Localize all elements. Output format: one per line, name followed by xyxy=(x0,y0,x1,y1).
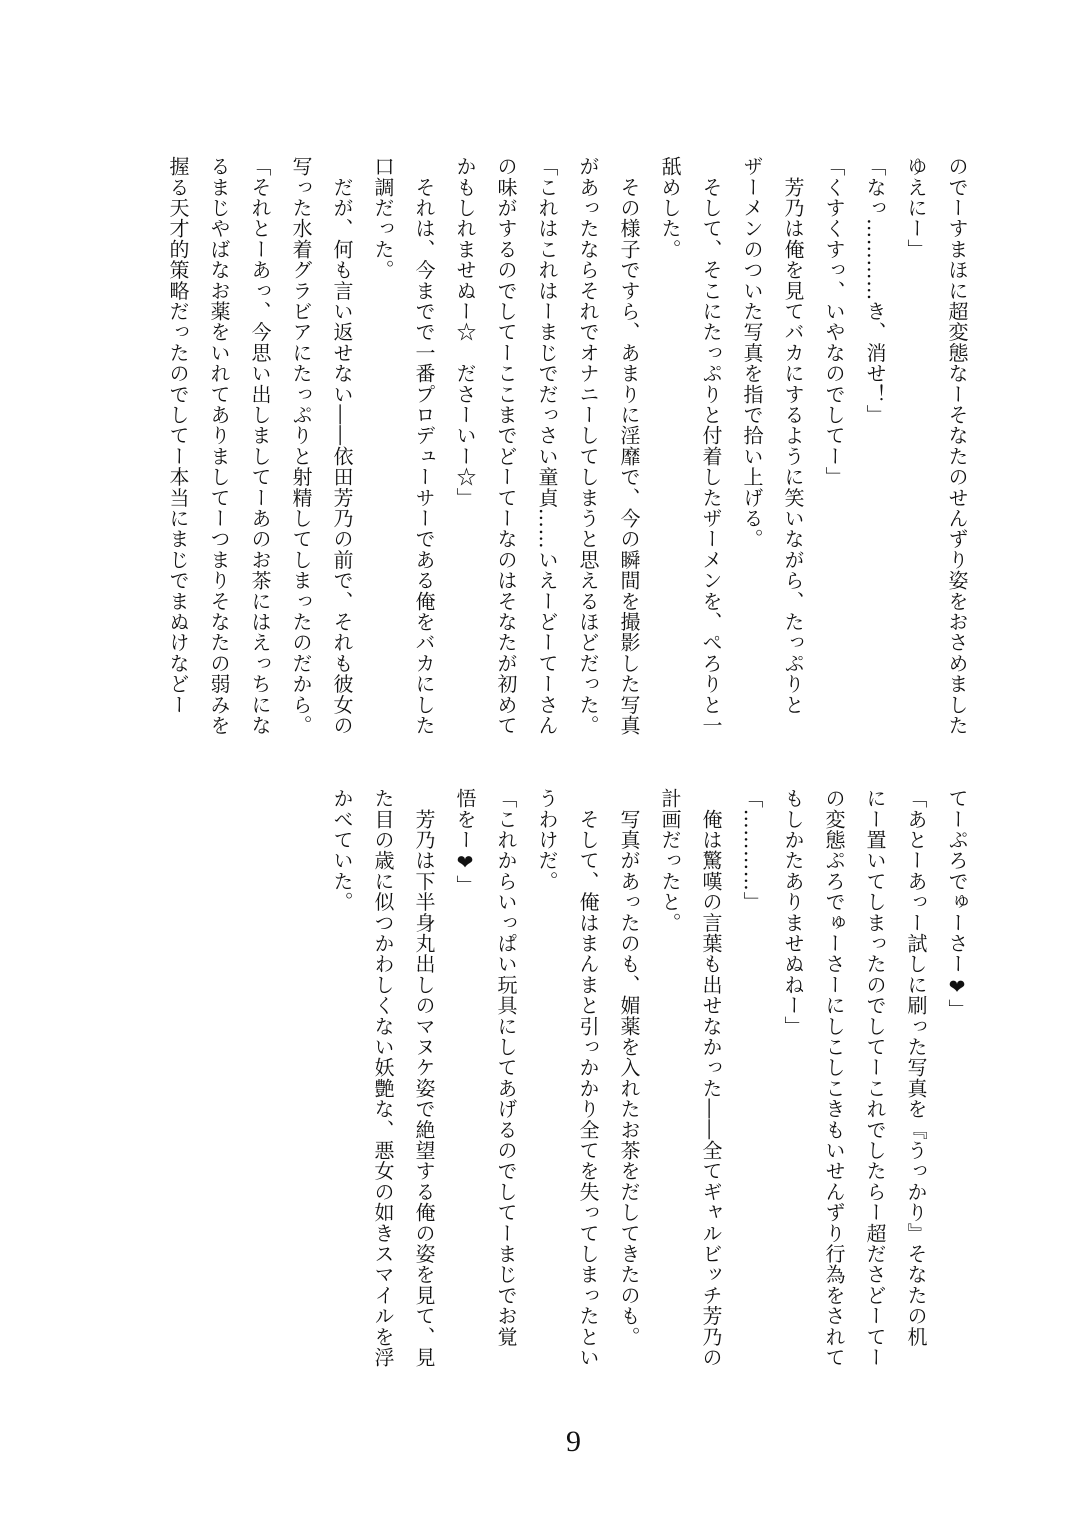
text-line: の味がするのでしてーここまでどーてーなのはそなたが初めて xyxy=(494,156,518,736)
text-line: そして、そこにたっぷりと付着したザーメンを、ぺろりと一 xyxy=(699,156,723,736)
text-line: 悟をー❤」 xyxy=(453,788,477,896)
text-line: 「なっ…………き、消せ！」 xyxy=(863,156,887,426)
text-line: その様子ですら、あまりに淫靡で、今の瞬間を撮影した写真 xyxy=(617,156,641,736)
text-line: ゆえにー」 xyxy=(904,156,928,260)
text-line: 俺は驚嘆の言葉も出せなかった――全てギャルビッチ芳乃の xyxy=(699,788,723,1368)
page-number: 9 xyxy=(566,1425,581,1458)
text-line: 芳乃は下半身丸出しのマヌケ姿で絶望する俺の姿を見て、見 xyxy=(412,788,436,1368)
text-line: 計画だったと。 xyxy=(658,788,682,933)
text-line: があったならそれでオナニーしてしまうと思えるほどだった。 xyxy=(576,156,600,736)
text-line: 「それとーあっ、今思い出しましてーあのお茶にはえっちにな xyxy=(248,156,272,736)
text-line: 口調だった。 xyxy=(371,156,395,281)
text-line: た目の歳に似つかわしくない妖艶な、悪女の如きスマイルを浮 xyxy=(371,788,395,1368)
text-line: うわけだ。 xyxy=(535,788,559,892)
text-line: にー置いてしまったのでしてーこれでしたらー超ださどーてー xyxy=(863,788,887,1368)
text-line: の変態ぷろでゅーさーにしこしこきもいせんずり行為をされて xyxy=(822,788,846,1368)
text-line: 「…………」 xyxy=(740,788,764,913)
text-block-bottom xyxy=(321,788,977,1388)
text-line: 握る天才的策略だったのでしてー本当にまじでまぬけなどー xyxy=(166,156,190,715)
text-line: そして、俺はまんまと引っかかり全てを失ってしまったとい xyxy=(576,788,600,1368)
text-line: 写った水着グラビアにたっぷりと射精してしまったのだから。 xyxy=(289,156,313,736)
text-line: 「くすくすっ、いやなのでしてー」 xyxy=(822,156,846,488)
text-line: てーぷろでゅーさー❤」 xyxy=(945,788,969,1020)
text-line: 「あとーあっー試しに刷った写真を『うっかり』そなたの机 xyxy=(904,788,928,1347)
text-line: 舐めした。 xyxy=(658,156,682,260)
text-line: 写真があったのも、媚薬を入れたお茶をだしてきたのも。 xyxy=(617,788,641,1347)
text-line: のでーすまほに超変態なーそなたのせんずり姿をおさめました xyxy=(945,156,969,736)
text-line: ザーメンのついた写真を指で拾い上げる。 xyxy=(740,156,764,550)
text-line: かべていた。 xyxy=(330,788,354,913)
text-line: かもしれませぬー☆ ださーいー☆」 xyxy=(453,156,477,508)
text-line: 「これはこれはーまじでだっさい童貞……いえーどーてーさん xyxy=(535,156,559,736)
text-line: それは、今までで一番プロデューサーである俺をバカにした xyxy=(412,156,436,736)
text-line: 「これからいっぱい玩具にしてあげるのでしてーまじでお覚 xyxy=(494,788,518,1347)
text-line: もしかたありませぬねー」 xyxy=(781,788,805,1037)
text-line: だが、何も言い返せない――依田芳乃の前で、それも彼女の xyxy=(330,156,354,736)
text-line: るまじやばなお薬をいれてありましてーつまりそなたの弱みを xyxy=(207,156,231,736)
text-block-top xyxy=(157,156,977,756)
text-line: 芳乃は俺を見てバカにするように笑いながら、たっぷりと xyxy=(781,156,805,715)
